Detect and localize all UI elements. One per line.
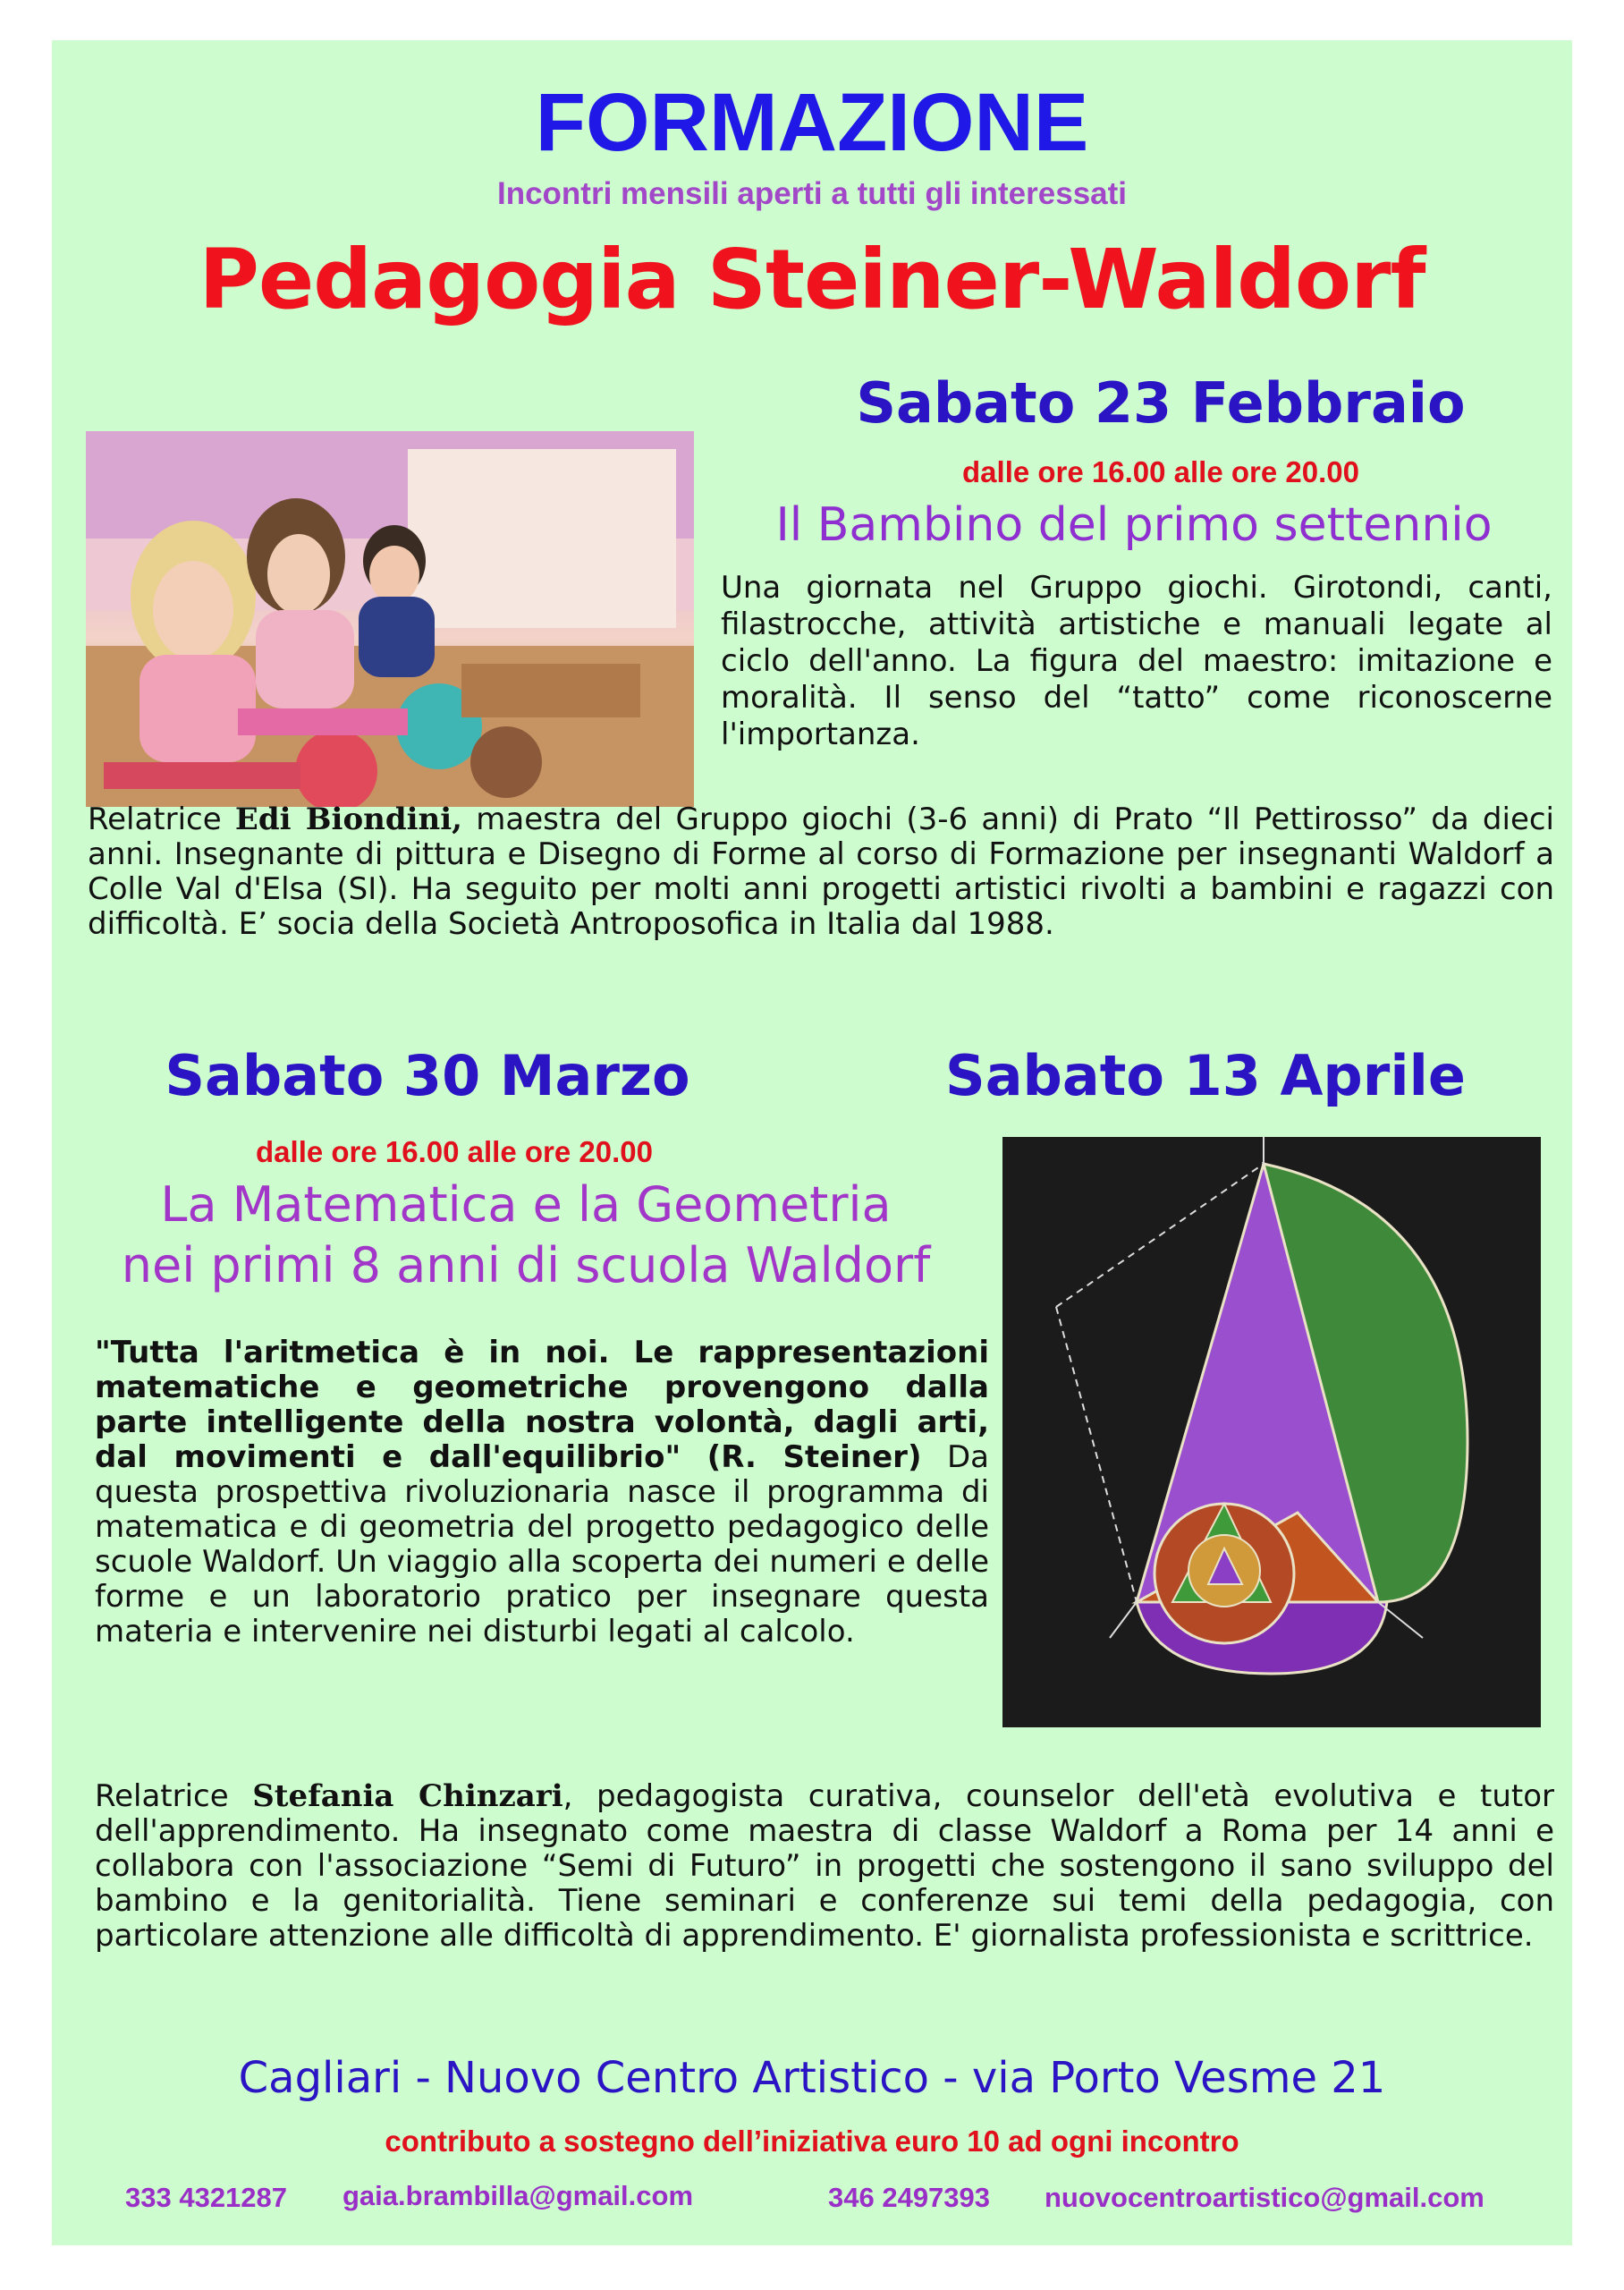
poster-subtitle: Incontri mensili aperti a tutti gli interessati	[496, 176, 1128, 211]
geometry-drawing	[1002, 1137, 1541, 1727]
event1-topic: Il Bambino del primo settennio	[775, 498, 1493, 552]
poster	[52, 40, 1572, 2245]
event1-speaker-bio: maestra del Gruppo giochi (3-6 anni) di Prato “Il Pettirosso” da dieci anni. Insegnante di pittura e Disegno di Forme al corso di Formazione per insegnanti Waldorf a Colle Val d'Elsa (SI). Ha seguito per molti anni progetti artistici rivolti a bambini e ragazzi con difficoltà. E’ socia della Società Antroposofica in Italia dal 1988.	[88, 802, 1554, 942]
event2-description: Da questa prospettiva rivoluzionaria nasce il programma di matematica e di geometria del progetto pedagogico delle scuole Waldorf. Un viaggio alla scoperta dei numeri e delle forme e un laboratorio pratico per insegnare questa materia e intervenire nei disturbi legati al calcolo.	[95, 1439, 989, 1650]
event1-description: Una giornata nel Gruppo giochi. Girotondi, canti, filastrocche, attività artistiche e manuali legate al ciclo dell'anno. La figura del maestro: imitazione e moralità. Il senso del “tatto” come riconoscerne l'importanza.	[721, 570, 1552, 752]
event2-hours: dalle ore 16.00 alle ore 20.00	[256, 1135, 653, 1168]
event2-date2: Sabato 13 Aprile	[945, 1043, 1466, 1108]
phone-1: 333 4321287	[125, 2182, 288, 2213]
venue: Cagliari - Nuovo Centro Artistico - via Porto Vesme 21	[238, 2053, 1386, 2103]
main-title: Pedagogia Steiner-Waldorf	[199, 232, 1425, 327]
children-photo	[86, 431, 694, 807]
event1-date: Sabato 23 Febbraio	[856, 370, 1466, 436]
poster-title: FORMAZIONE	[535, 77, 1089, 168]
event2-topic-line2: nei primi 8 anni di scuola Waldorf	[121, 1237, 931, 1293]
event1-speaker-prefix: Relatrice	[88, 802, 235, 837]
event2-speaker-prefix: Relatrice	[95, 1778, 253, 1814]
event2-text	[95, 1336, 989, 1650]
event2-date1: Sabato 30 Marzo	[165, 1043, 690, 1108]
event2-speaker-name: Stefania Chinzari	[252, 1778, 563, 1814]
event1-speaker	[88, 802, 1554, 942]
contribution: contributo a sostegno dell’iniziativa euro 10 ad ogni incontro	[385, 2125, 1239, 2158]
children-photo-image	[86, 431, 694, 807]
email-1[interactable]: gaia.brambilla@gmail.com	[343, 2180, 694, 2211]
phone-2: 346 2497393	[828, 2182, 991, 2213]
event2-speaker	[95, 1779, 1554, 1954]
event2-speaker-bio: , pedagogista curativa, counselor dell'età evolutiva e tutor dell'apprendimento. Ha insegnato come maestra di classe Waldorf a Roma per 14 anni e collabora con l'associazione “Semi di Futuro” in progetti che sostengono il sano sviluppo del bambino e la genitorialità. Tiene seminari e conferenze sui temi della pedagogia, con particolare attenzione alle difficoltà di apprendimento. E' giornalista professionista e scrittrice.	[95, 1778, 1554, 1954]
event2-quote: "Tutta l'aritmetica è in noi. Le rappresentazioni matematiche e geometriche provengono dalla parte intelligente della nostra volontà, dagli arti, dal movimenti e dall'equilibrio" (R. Steiner)	[95, 1335, 989, 1475]
geometry-drawing-image	[1002, 1137, 1541, 1727]
event1-hours: dalle ore 16.00 alle ore 20.00	[962, 455, 1359, 488]
email-2[interactable]: nuovocentroartistico@gmail.com	[1045, 2182, 1484, 2213]
event2-topic-line1: La Matematica e la Geometria	[160, 1176, 892, 1233]
event1-speaker-name: Edi Biondini,	[234, 802, 463, 837]
